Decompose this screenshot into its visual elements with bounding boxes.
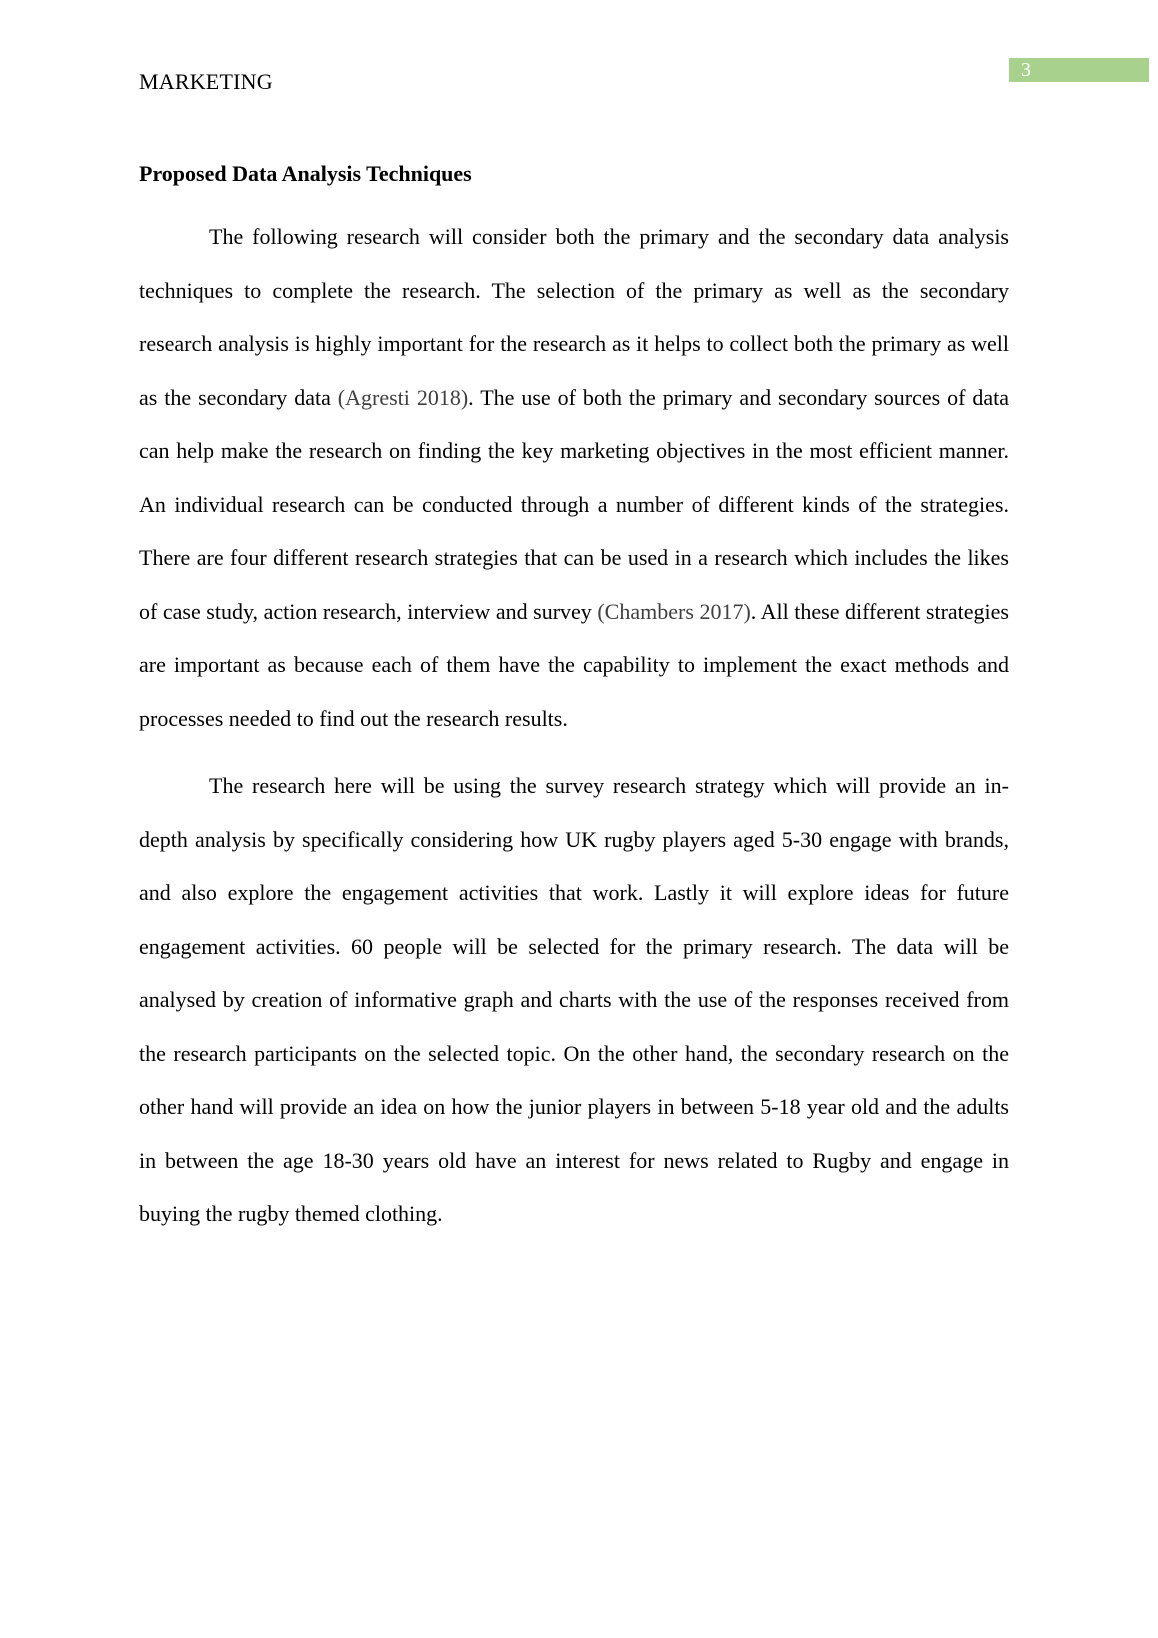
page-number-badge xyxy=(1009,58,1149,82)
citation-agresti: (Agresti 2018) xyxy=(337,384,469,410)
citation-chambers: (Chambers 2017) xyxy=(597,598,751,624)
paragraph-1-text-c: . All these different strategies are important as because each of them have the capability to implement the exact methods and processes needed to find out the research results. xyxy=(139,598,1009,731)
section-heading: Proposed Data Analysis Techniques xyxy=(139,161,472,186)
paragraph-1-text-b: . The use of both the primary and secondary sources of data can help make the research on finding the key marketing objectives in the most efficient manner. An individual research can be conducted through a number of different kinds of the strategies. There are four different research strategies that can be used in a research which includes the likes of case study, action research, interview and survey xyxy=(139,384,1009,624)
paragraph-1 xyxy=(139,210,1009,745)
paragraph-1-text-a: The following research will consider both the primary and the secondary data analysis techniques to complete the research. The selection of the primary as well as the secondary research analysis is highly important for the research as it helps to collect both the primary as well as the secondary data xyxy=(139,224,1009,410)
page-number: 3 xyxy=(1021,59,1031,81)
paragraph-2: The research here will be using the survey research strategy which will provide an in-depth analysis by specifically considering how UK rugby players aged 5-30 engage with brands, and also explore the engagement activities that work. Lastly it will explore ideas for future engagement activities. 60 people will be selected for the primary research. The data will be analysed by creation of informative graph and charts with the use of the responses received from the research participants on the selected topic. On the other hand, the secondary research on the other hand will provide an idea on how the junior players in between 5-18 year old and the adults in between the age 18-30 years old have an interest for news related to Rugby and engage in buying the rugby themed clothing. xyxy=(139,773,1009,1226)
document-body xyxy=(139,160,1009,1241)
running-head: MARKETING xyxy=(139,69,273,94)
